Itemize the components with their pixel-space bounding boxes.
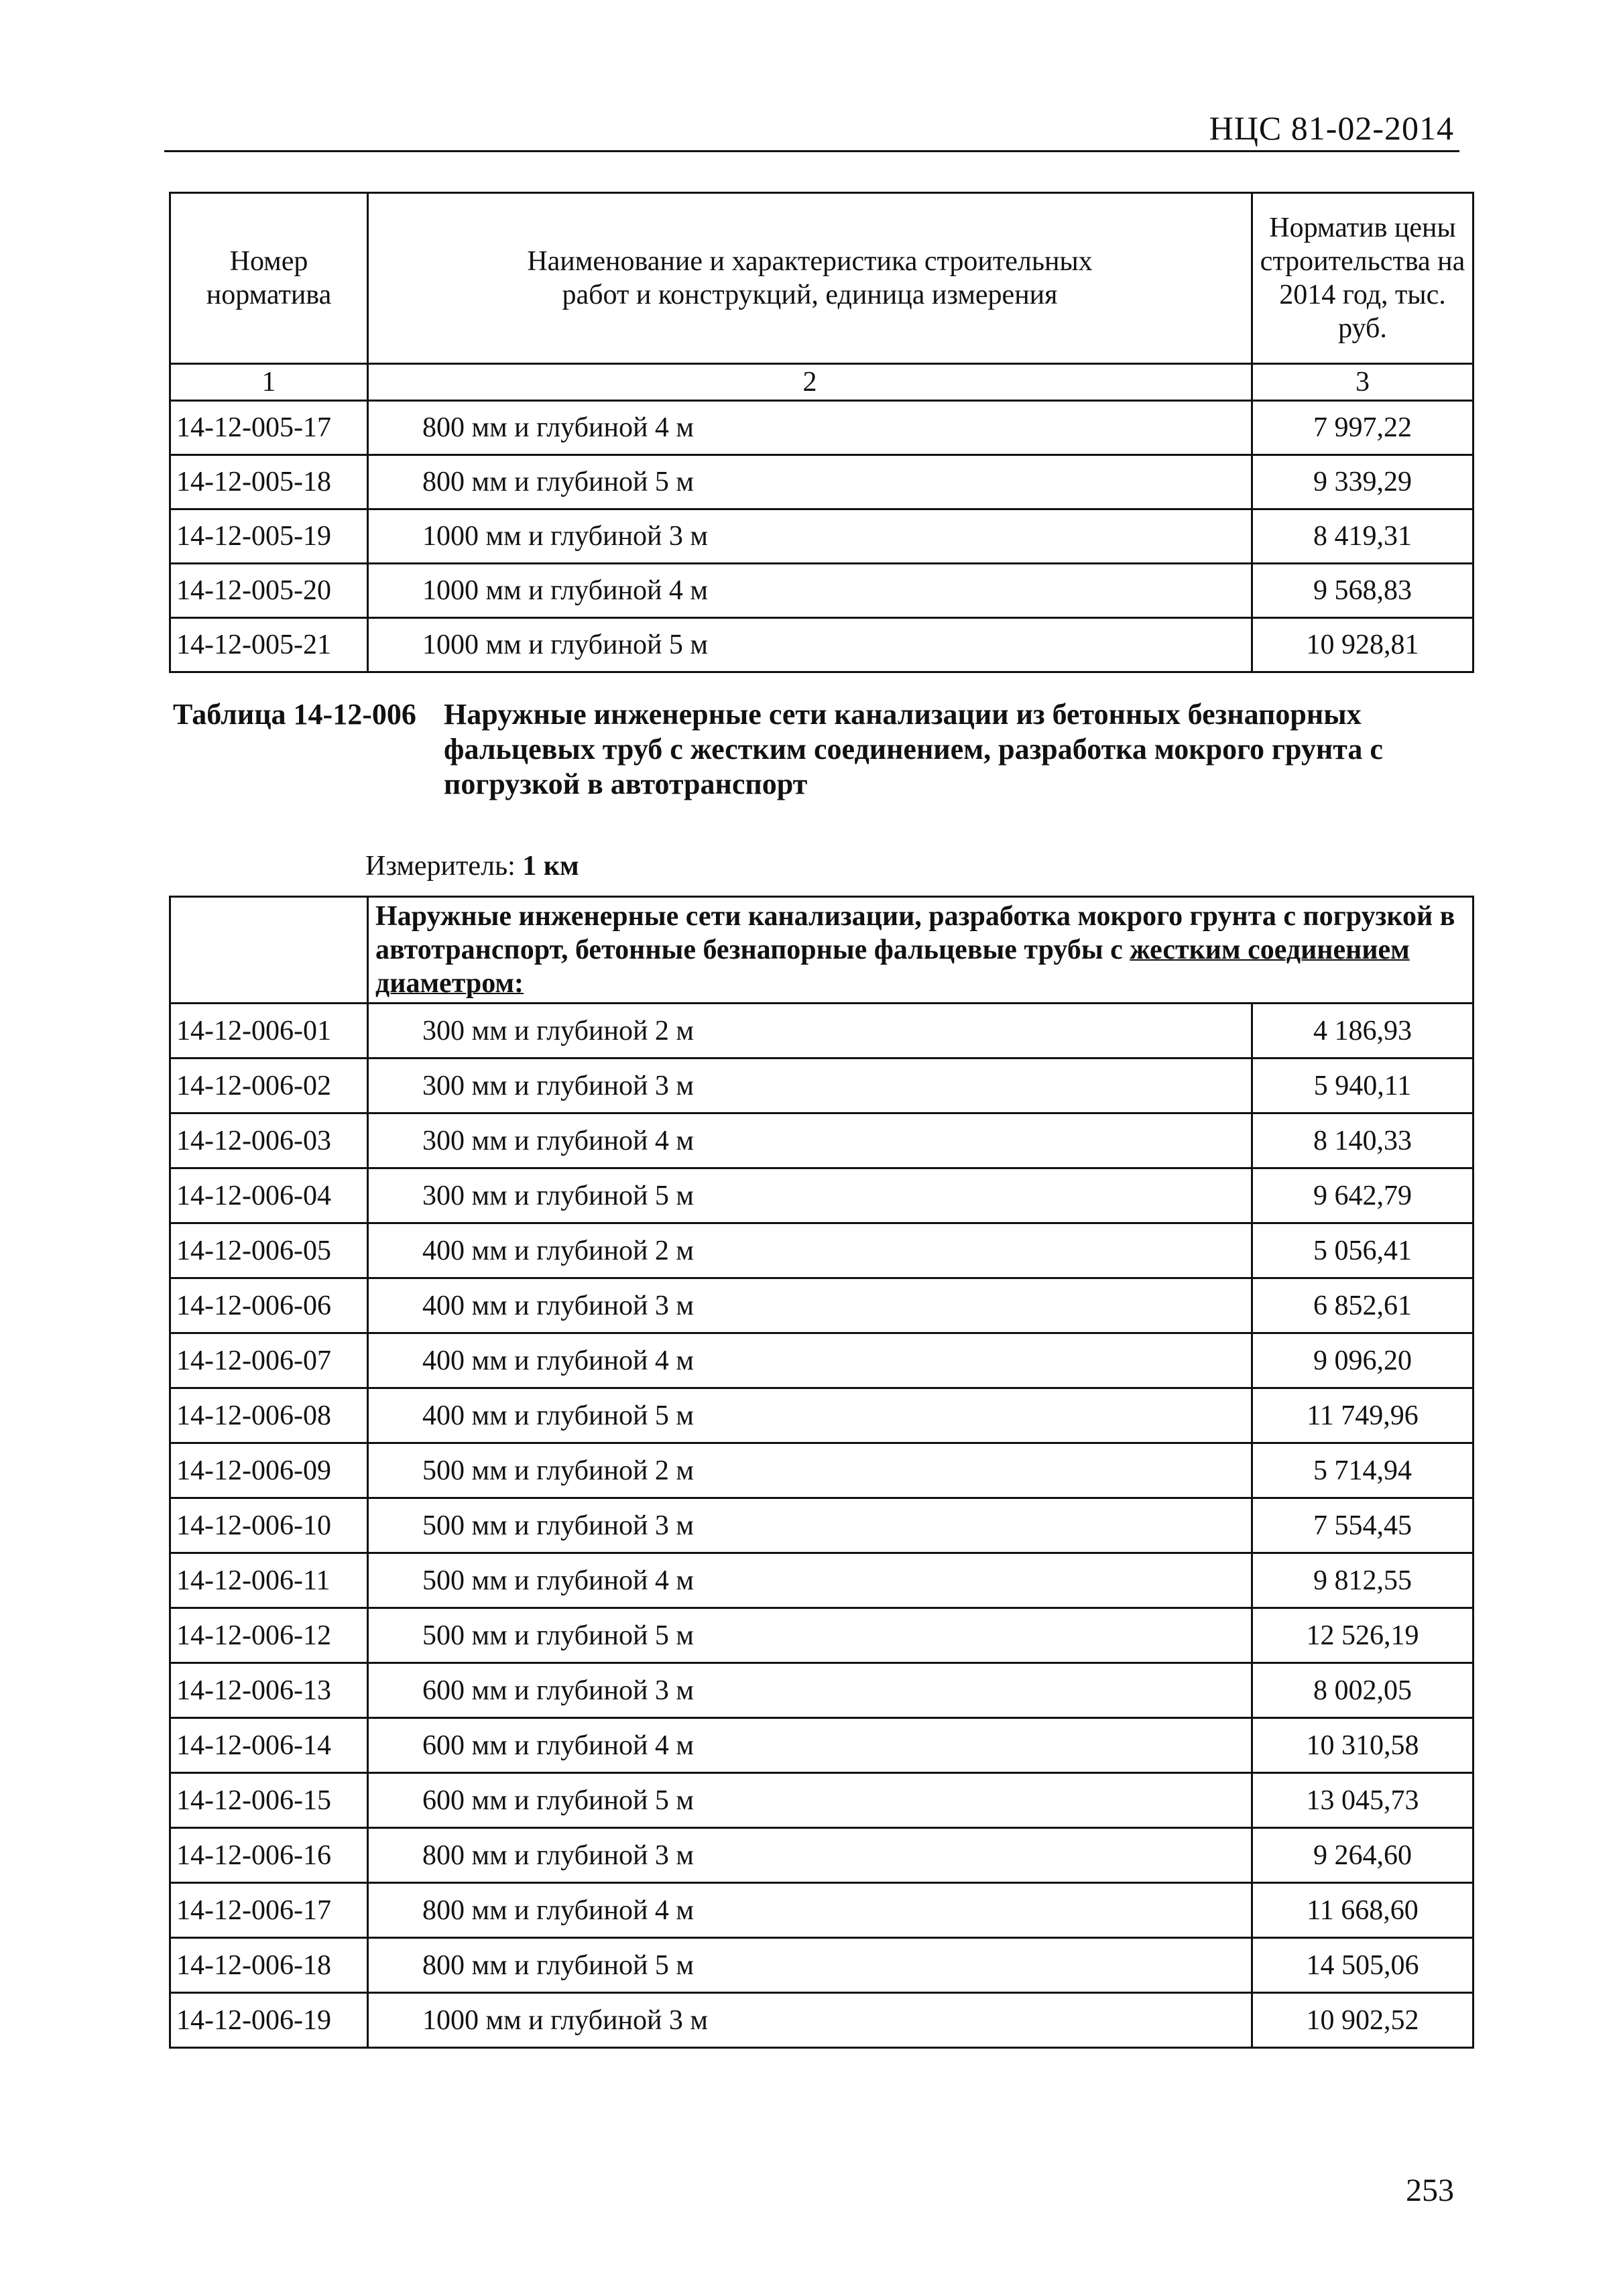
norms-table-14-12-006: [169, 896, 1474, 2049]
price-value: 5 940,11: [1252, 1059, 1474, 1113]
norm-code: 14-12-006-09: [170, 1443, 368, 1498]
work-description: 500 мм и глубиной 2 м: [368, 1443, 1252, 1498]
work-description: 400 мм и глубиной 4 м: [368, 1333, 1252, 1388]
norm-code: 14-12-006-17: [170, 1883, 368, 1938]
table-row: [170, 1718, 1474, 1773]
price-value: 8 140,33: [1252, 1113, 1474, 1168]
table1-rows: [170, 401, 1474, 672]
column-number-row: [170, 364, 1474, 401]
work-description: 500 мм и глубиной 4 м: [368, 1553, 1252, 1608]
work-description: 500 мм и глубиной 3 м: [368, 1498, 1252, 1553]
table-row: [170, 618, 1474, 672]
price-value: 5 714,94: [1252, 1443, 1474, 1498]
price-value: 9 642,79: [1252, 1168, 1474, 1223]
norm-code: 14-12-005-19: [170, 509, 368, 564]
document-code: НЦС 81-02-2014: [1209, 109, 1454, 147]
price-value: 11 668,60: [1252, 1883, 1474, 1938]
price-value: 9 264,60: [1252, 1828, 1474, 1883]
table-row: [170, 509, 1474, 564]
header-cell-name: [368, 193, 1252, 364]
work-description: 300 мм и глубиной 5 м: [368, 1168, 1252, 1223]
column-number: 2: [368, 364, 1252, 401]
measure-value: 1 км: [522, 851, 579, 882]
norm-code: 14-12-006-06: [170, 1278, 368, 1333]
price-value: 10 928,81: [1252, 618, 1474, 672]
column-number: 3: [1252, 364, 1474, 401]
norm-code: 14-12-006-04: [170, 1168, 368, 1223]
norms-table-14-12-005: [169, 192, 1474, 673]
table-row: [170, 1828, 1474, 1883]
work-description: 600 мм и глубиной 4 м: [368, 1718, 1252, 1773]
table-row: [170, 455, 1474, 509]
measure-unit: [365, 850, 579, 882]
norm-code: 14-12-006-05: [170, 1223, 368, 1278]
norm-code: 14-12-006-12: [170, 1608, 368, 1663]
price-value: 9 096,20: [1252, 1333, 1474, 1388]
work-description: 400 мм и глубиной 5 м: [368, 1388, 1252, 1443]
work-description: 800 мм и глубиной 3 м: [368, 1828, 1252, 1883]
header-label-name: Наименование и характеристика строительных работ и конструкций, единица измерения: [527, 246, 1093, 310]
price-value: 5 056,41: [1252, 1223, 1474, 1278]
norm-code: 14-12-005-21: [170, 618, 368, 672]
table-row: [170, 1059, 1474, 1113]
table-row: [170, 1278, 1474, 1333]
price-value: 14 505,06: [1252, 1938, 1474, 1993]
price-value: 13 045,73: [1252, 1773, 1474, 1828]
table-row: [170, 1608, 1474, 1663]
work-description: 300 мм и глубиной 3 м: [368, 1059, 1252, 1113]
header-label-code: Номер норматива: [206, 246, 332, 310]
price-value: 4 186,93: [1252, 1004, 1474, 1059]
table-row: [170, 1883, 1474, 1938]
price-value: 8 419,31: [1252, 509, 1474, 564]
price-value: 7 997,22: [1252, 401, 1474, 455]
table-row: [170, 1168, 1474, 1223]
table-row: [170, 1993, 1474, 2048]
work-description: 400 мм и глубиной 3 м: [368, 1278, 1252, 1333]
work-description: 800 мм и глубиной 4 м: [368, 1883, 1252, 1938]
norm-code: 14-12-006-18: [170, 1938, 368, 1993]
work-description: 1000 мм и глубиной 3 м: [368, 1993, 1252, 2048]
table-row: [170, 1333, 1474, 1388]
group-intro-text: Наружные инженерные сети канализации, разработка мокрого грунта с погрузкой в автотранспорт, бетонные безнапорные фальцевые трубы с: [375, 901, 1455, 965]
price-value: 11 749,96: [1252, 1388, 1474, 1443]
header-rule: [164, 150, 1459, 152]
work-description: 500 мм и глубиной 5 м: [368, 1608, 1252, 1663]
price-value: 9 339,29: [1252, 455, 1474, 509]
table-row: [170, 1223, 1474, 1278]
work-description: 1000 мм и глубиной 3 м: [368, 509, 1252, 564]
work-description: 1000 мм и глубиной 5 м: [368, 618, 1252, 672]
norm-code: 14-12-006-15: [170, 1773, 368, 1828]
norm-code: 14-12-006-08: [170, 1388, 368, 1443]
norm-code: 14-12-006-16: [170, 1828, 368, 1883]
table-row: [170, 1004, 1474, 1059]
caption-label: Таблица 14-12-006: [173, 698, 416, 731]
caption-title: Наружные инженерные сети канализации из бетонных безнапорных фальцевых труб с жестким соединением, разработка мокрого грунта с погрузкой в автотранспорт: [444, 698, 1383, 800]
norm-code: 14-12-006-13: [170, 1663, 368, 1718]
norm-code: 14-12-006-01: [170, 1004, 368, 1059]
norm-code: 14-12-006-10: [170, 1498, 368, 1553]
price-value: 9 568,83: [1252, 564, 1474, 618]
table-row: [170, 401, 1474, 455]
group-intro-row: [170, 897, 1474, 1004]
table-row: [170, 564, 1474, 618]
table-row: [170, 1388, 1474, 1443]
work-description: 300 мм и глубиной 2 м: [368, 1004, 1252, 1059]
table-header-row: [170, 193, 1474, 364]
header-label-price: Норматив цены строительства на 2014 год, тыс. руб.: [1260, 213, 1465, 344]
price-value: 9 812,55: [1252, 1553, 1474, 1608]
work-description: 600 мм и глубиной 5 м: [368, 1773, 1252, 1828]
norm-code: 14-12-006-07: [170, 1333, 368, 1388]
price-value: 7 554,45: [1252, 1498, 1474, 1553]
work-description: 600 мм и глубиной 3 м: [368, 1663, 1252, 1718]
work-description: 800 мм и глубиной 5 м: [368, 1938, 1252, 1993]
norm-code: 14-12-006-02: [170, 1059, 368, 1113]
intro-empty-cell: [170, 897, 368, 1004]
price-value: 10 310,58: [1252, 1718, 1474, 1773]
page-number: 253: [1406, 2173, 1454, 2208]
price-value: 6 852,61: [1252, 1278, 1474, 1333]
measure-label: Измеритель:: [365, 851, 516, 882]
column-number: 1: [170, 364, 368, 401]
norm-code: 14-12-005-18: [170, 455, 368, 509]
table-row: [170, 1498, 1474, 1553]
work-description: 800 мм и глубиной 5 м: [368, 455, 1252, 509]
work-description: 400 мм и глубиной 2 м: [368, 1223, 1252, 1278]
header-cell-code: [170, 193, 368, 364]
norm-code: 14-12-005-20: [170, 564, 368, 618]
table-row: [170, 1663, 1474, 1718]
table-row: [170, 1938, 1474, 1993]
table2-rows: [170, 1004, 1474, 2048]
group-intro-underlined: жестким соединением диаметром:: [375, 934, 1410, 999]
norm-code: 14-12-005-17: [170, 401, 368, 455]
table-row: [170, 1113, 1474, 1168]
table-row: [170, 1773, 1474, 1828]
table-row: [170, 1443, 1474, 1498]
table-row: [170, 1553, 1474, 1608]
price-value: 12 526,19: [1252, 1608, 1474, 1663]
price-value: 8 002,05: [1252, 1663, 1474, 1718]
work-description: 1000 мм и глубиной 4 м: [368, 564, 1252, 618]
work-description: 300 мм и глубиной 4 м: [368, 1113, 1252, 1168]
norm-code: 14-12-006-14: [170, 1718, 368, 1773]
norm-code: 14-12-006-11: [170, 1553, 368, 1608]
norm-code: 14-12-006-19: [170, 1993, 368, 2048]
group-intro-cell: [368, 897, 1474, 1004]
norm-code: 14-12-006-03: [170, 1113, 368, 1168]
work-description: 800 мм и глубиной 4 м: [368, 401, 1252, 455]
price-value: 10 902,52: [1252, 1993, 1474, 2048]
header-cell-price: [1252, 193, 1474, 364]
